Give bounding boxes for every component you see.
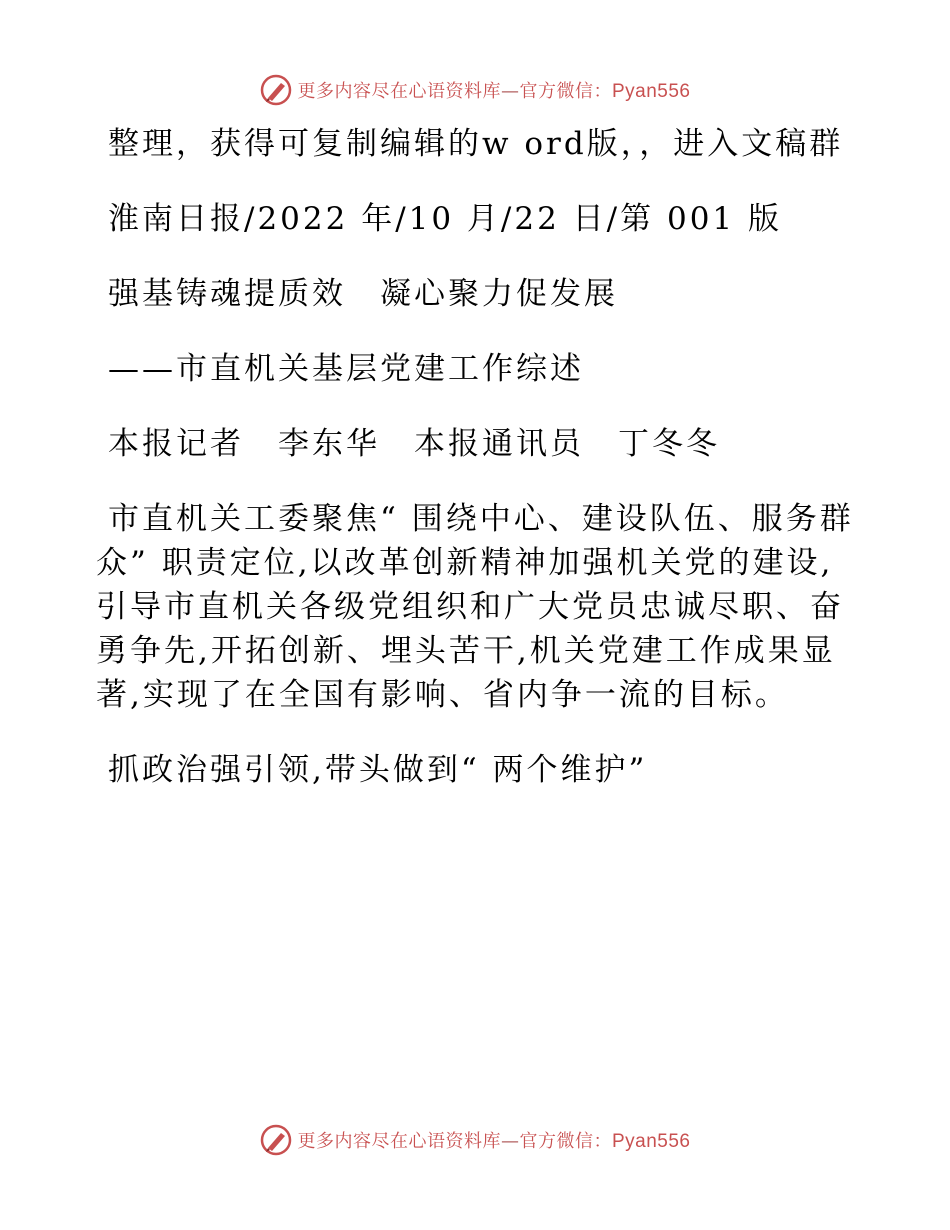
body-paragraph: 市直机关工委聚焦“ 围绕中心、建设队伍、服务群众” 职责定位,以改革创新精神加强机关党的建设,引导市直机关各级党组织和广大党员忠诚尽职、奋勇争先,开拓创新、埋头苦干,机关党建工作成果显著,实现了在全国有影响、省内争一流的目标。 bbox=[96, 501, 854, 713]
byline: 本报记者 李东华 本报通讯员 丁冬冬 bbox=[108, 426, 720, 462]
watermark-text: 更多内容尽在心语资料库—官方微信：Pyan556 bbox=[297, 81, 691, 102]
headline: 强基铸魂提质效 凝心聚力促发展 bbox=[108, 276, 618, 312]
footer-watermark bbox=[0, 1120, 950, 1160]
pen-logo-icon bbox=[259, 1123, 293, 1157]
source-line: 淮南日报/2022 年/10 月/22 日/第 001 版 bbox=[108, 201, 783, 237]
header-watermark bbox=[0, 70, 950, 110]
section-heading: 抓政治强引领,带头做到“ 两个维护” bbox=[108, 752, 648, 788]
document-body bbox=[96, 122, 866, 823]
subheadline: ——市直机关基层党建工作综述 bbox=[108, 351, 584, 387]
pen-logo-icon bbox=[259, 73, 293, 107]
watermark-text: 更多内容尽在心语资料库—官方微信：Pyan556 bbox=[297, 1131, 691, 1152]
intro-note: 整理，获得可复制编辑的w ord版，，进入文稿群 bbox=[108, 126, 844, 162]
